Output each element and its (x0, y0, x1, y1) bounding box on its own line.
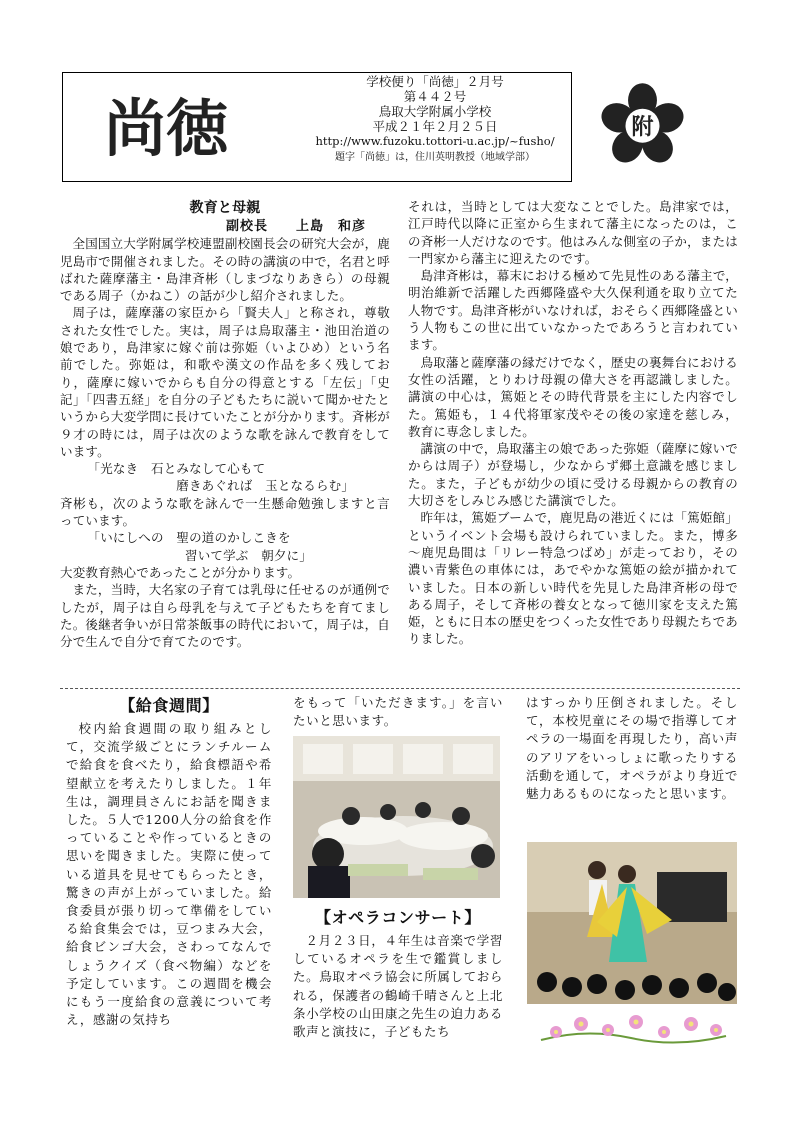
section-divider (60, 688, 740, 689)
article-column-left (60, 198, 390, 650)
school-lunch-week-section (66, 694, 272, 1029)
article-paragraph: 全国国立大学附属学校連盟副校園長会の研究大会が，鹿児島市で開催されました。その時の講演の中で，名君と呼ばれた薩摩藩主・島津斉彬（しまづなりあきら）の母親である周子（かねこ）の話が少し紹介されました。 (60, 236, 391, 304)
article-paragraph: それは，当時としては大変なことでした。島津家では，江戸時代以降に正室から生まれて藩主になったのは，この斉彬一人だけなのです。他はみんな側室の子か，または一門家から藩主に迎えたのです。 (408, 199, 738, 266)
article-paragraph: 昨年は，篤姫ブームで，鹿児島の港近くには「篤姫館」というイベント会場も設けられていました。また，博多～鹿児島間は「リレー特急つばめ」が走っており，その濃い青紫色の車体には，あでやかな篤姫の絵が描かれていました。日本の新しい時代を先見した島津斉彬の母である周子，そして斉彬の養女となって徳川家を支えた篤姫，ともに日本の歴史をつくった女性であり母親たちでありました。 (408, 510, 738, 647)
article-paragraph: 鳥取藩と薩摩藩の縁だけでなく，歴史の裏舞台における女性の活躍，とりわけ母親の偉大さを再認識しました。講演の中心は，篤姫とその時代背景を主にした内容でした。篤姫も，１４代将軍家茂やその後の家達を慈しみ，教育に専念しました。 (408, 354, 738, 439)
opera-concert-text-continued: はすっかり圧倒されました。そして，本校児童にその場で指導してオペラの一場面を再現したり，高い声のアリアをいっしょに歌ったりする活動を通して，オペラがより身近で魅力あるものになったと思います。 (526, 695, 738, 802)
school-name: 鳥取大学附属小学校 (378, 104, 492, 119)
lunch-week-text-continued: をもって「いただきます。」を言いたいと思います。 (293, 695, 503, 729)
masthead-info (300, 74, 570, 165)
article-paragraph: また，当時，大名家の子育ては乳母に任せるのが通例でしたが，周子は自ら母乳を与えて子どもたちを育てました。後継者争いが日常茶飯事の時代において，周子は，自分で生んで自分で育てたのです。 (60, 582, 391, 650)
opera-concert-section (293, 906, 503, 1041)
article-body-right (408, 198, 738, 648)
article-paragraph: 磨きあぐれば 玉となるらむ」 (176, 478, 355, 494)
opera-concert-continued (526, 694, 738, 803)
lunch-week-title: 【給食週間】 (119, 696, 219, 715)
newsletter-title: 学校便り「尚徳」２月号 (366, 74, 504, 89)
svg-text:附: 附 (631, 114, 654, 141)
issue-number: 第４４２号 (403, 89, 467, 104)
lunch-week-text: 校内給食週間の取り組みとして，交流学級ごとにランチルームで給食を食べたり，給食標語や希望献立を考えたりしました。１年生は，調理員さんにお話を聞きました。５人で1200人分の給食を作っていることや作っているときの思いを聞きました。実際に使っている道具を見せてもらったとき，驚きの声が上がっていました。給食委員が張り切って準備をしている給食集会では，豆つまみ大会，給食ビンゴ大会，さわってなんでしょうクイズ（食べ物編）などを予定しています。この週間を機会にもう一度給食の意義について考え，感謝の気持ち (66, 721, 272, 1028)
article-body-left (60, 235, 390, 650)
lunch-week-continued (293, 694, 503, 730)
article-paragraph: 「いにしへの 聖の道のかしこきを (87, 530, 291, 546)
article-title: 教育と母親 (189, 200, 261, 216)
article-paragraph: 習いて学ぶ 朝夕に」 (185, 547, 313, 563)
article-paragraph: 周子は，薩摩藩の家臣から「賢夫人」と称され，尊敬された女性でした。実は，周子は鳥取藩主・池田治道の娘であり，島津家に嫁ぐ前は弥姫（いよひめ）という名前でした。弥姫は，和歌や漢文の作品を多く残しており，薩摩に嫁いでからも自分の得意とする「左伝」「史記」「四書五経」を自分の子どもたちに説いて聞かせたというから大変学問に長けていたことが分かります。斉彬が９才の時には，周子は次のような歌を詠んで教育をしています。 (60, 305, 390, 459)
article-paragraph: 大変教育熱心であったことが分かります。 (60, 564, 301, 580)
flower-decoration (536, 1010, 731, 1048)
article-paragraph: 「光なき 石とみなして心もて (87, 461, 266, 477)
lunchroom-photo (293, 736, 500, 898)
school-url[interactable]: http://www.fuzoku.tottori-u.ac.jp/~fusho/ (315, 134, 555, 148)
article-column-right (408, 198, 738, 648)
article-author: 副校長 上島 和彦 (225, 219, 366, 234)
svg-text:尚徳: 尚徳 (103, 92, 229, 165)
school-emblem-icon (600, 80, 685, 168)
opera-performance-photo (527, 842, 737, 1004)
opera-concert-text: ２月２３日，４年生は音楽で学習しているオペラを生で鑑賞しました。鳥取オペラ協会に所属しておられる，保護者の鶴崎千晴さんと上北条小学校の山田康之先生の迫力ある歌声と演技に，子どもたち (293, 933, 503, 1040)
shotoku-calligraphy-logo (96, 80, 236, 170)
issue-date: 平成２１年２月２５日 (372, 119, 498, 134)
article-paragraph: 斉彬も，次のような歌を詠んで一生懸命勉強しますと言っています。 (60, 495, 390, 529)
calligraphy-credit: 題字「尚徳」は，住川英明教授（地域学部） (335, 152, 535, 163)
article-paragraph: 島津斉彬は，幕末における極めて先見性のある藩主で，明治維新で活躍した西郷隆盛や大久保利通を取り立てた人物です。島津斉彬がいなければ，おそらく西郷隆盛という人物もこの世に出ていなかったであろうと言われています。 (408, 268, 738, 353)
article-paragraph: 講演の中で，鳥取藩主の娘であった弥姫（薩摩に嫁いでからは周子）が登場し，少なからず郷土意識を感じました。また，子どもが幼少の頃に受ける母親からの教育の大切さをしみじみ感じた講演でした。 (408, 441, 738, 509)
opera-concert-title: 【オペラコンサート】 (314, 908, 481, 927)
